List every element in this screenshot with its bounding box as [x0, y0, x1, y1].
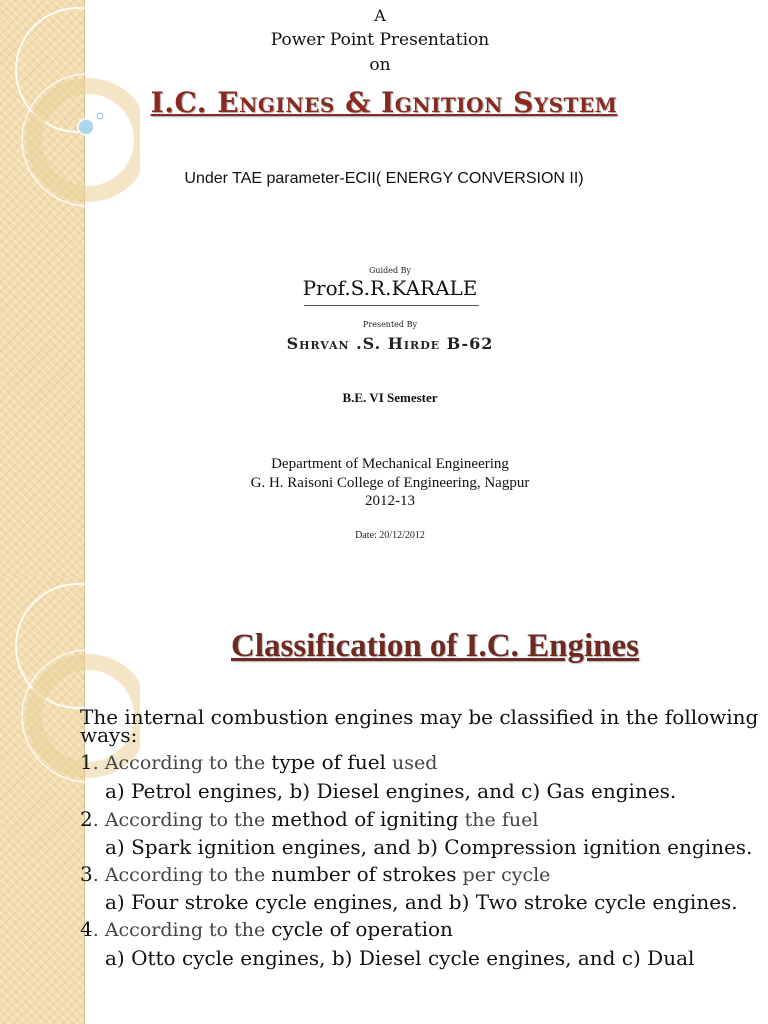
intro-a: A: [374, 6, 386, 25]
slide-classification: [0, 576, 768, 1024]
presented-by-label: Presented By: [363, 320, 417, 329]
item-criterion: number of strokes: [271, 862, 457, 886]
item-criterion: method of igniting: [271, 807, 459, 831]
item-number: 4: [80, 917, 93, 941]
item-detail: a) Four stroke cycle engines, and b) Two stroke cycle engines.: [105, 890, 738, 914]
item-number: 3: [80, 862, 93, 886]
subject-line: Under TAE parameter-ECII( ENERGY CONVERSION II): [184, 170, 584, 187]
item-suffix: used: [385, 752, 438, 774]
list-item: [80, 860, 760, 889]
list-item: [80, 748, 760, 777]
item-detail: a) Spark ignition engines, and b) Compression ignition engines.: [105, 835, 753, 859]
item-suffix: the fuel: [458, 809, 539, 831]
classification-list: [80, 705, 760, 972]
item-prefix: . According to the: [92, 919, 272, 941]
intro-ppp: Power Point Presentation: [270, 30, 490, 50]
item-prefix: . According to the: [92, 809, 272, 831]
list-item: [80, 805, 760, 834]
item-criterion: type of fuel: [271, 750, 386, 774]
presentation-date: Date: 20/12/2012: [355, 530, 425, 541]
item-criterion: cycle of operation: [271, 917, 453, 941]
list-item: [80, 915, 760, 944]
guide-name: Prof.S.R.KARALE: [302, 276, 478, 300]
item-prefix: . According to the: [92, 864, 272, 886]
slide-heading: Classification of I.C. Engines: [231, 628, 639, 664]
intro-text: The internal combustion engines may be classified in the following ways:: [80, 705, 759, 747]
guide-underline: [304, 305, 479, 306]
college: G. H. Raisoni College of Engineering, Nagpur: [250, 474, 530, 491]
department: Department of Mechanical Engineering: [271, 456, 509, 472]
institution-block: [160, 455, 620, 511]
item-number: 2: [80, 807, 93, 831]
semester: B.E. VI Semester: [342, 390, 438, 405]
item-detail: a) Petrol engines, b) Diesel engines, and c) Gas engines.: [105, 779, 677, 803]
item-number: 1: [80, 750, 93, 774]
item-prefix: . According to the: [92, 752, 272, 774]
presentation-title: I.C. Engines & Ignition System: [150, 86, 618, 119]
guided-by-label: Guided By: [368, 266, 412, 275]
academic-year: 2012-13: [365, 493, 415, 509]
presenter-name: Shrvan .S. Hirde B-62: [286, 334, 494, 353]
intro-on: on: [369, 55, 391, 75]
item-suffix: per cycle: [456, 864, 551, 886]
item-detail: a) Otto cycle engines, b) Diesel cycle engines, and c) Dual: [105, 946, 695, 970]
